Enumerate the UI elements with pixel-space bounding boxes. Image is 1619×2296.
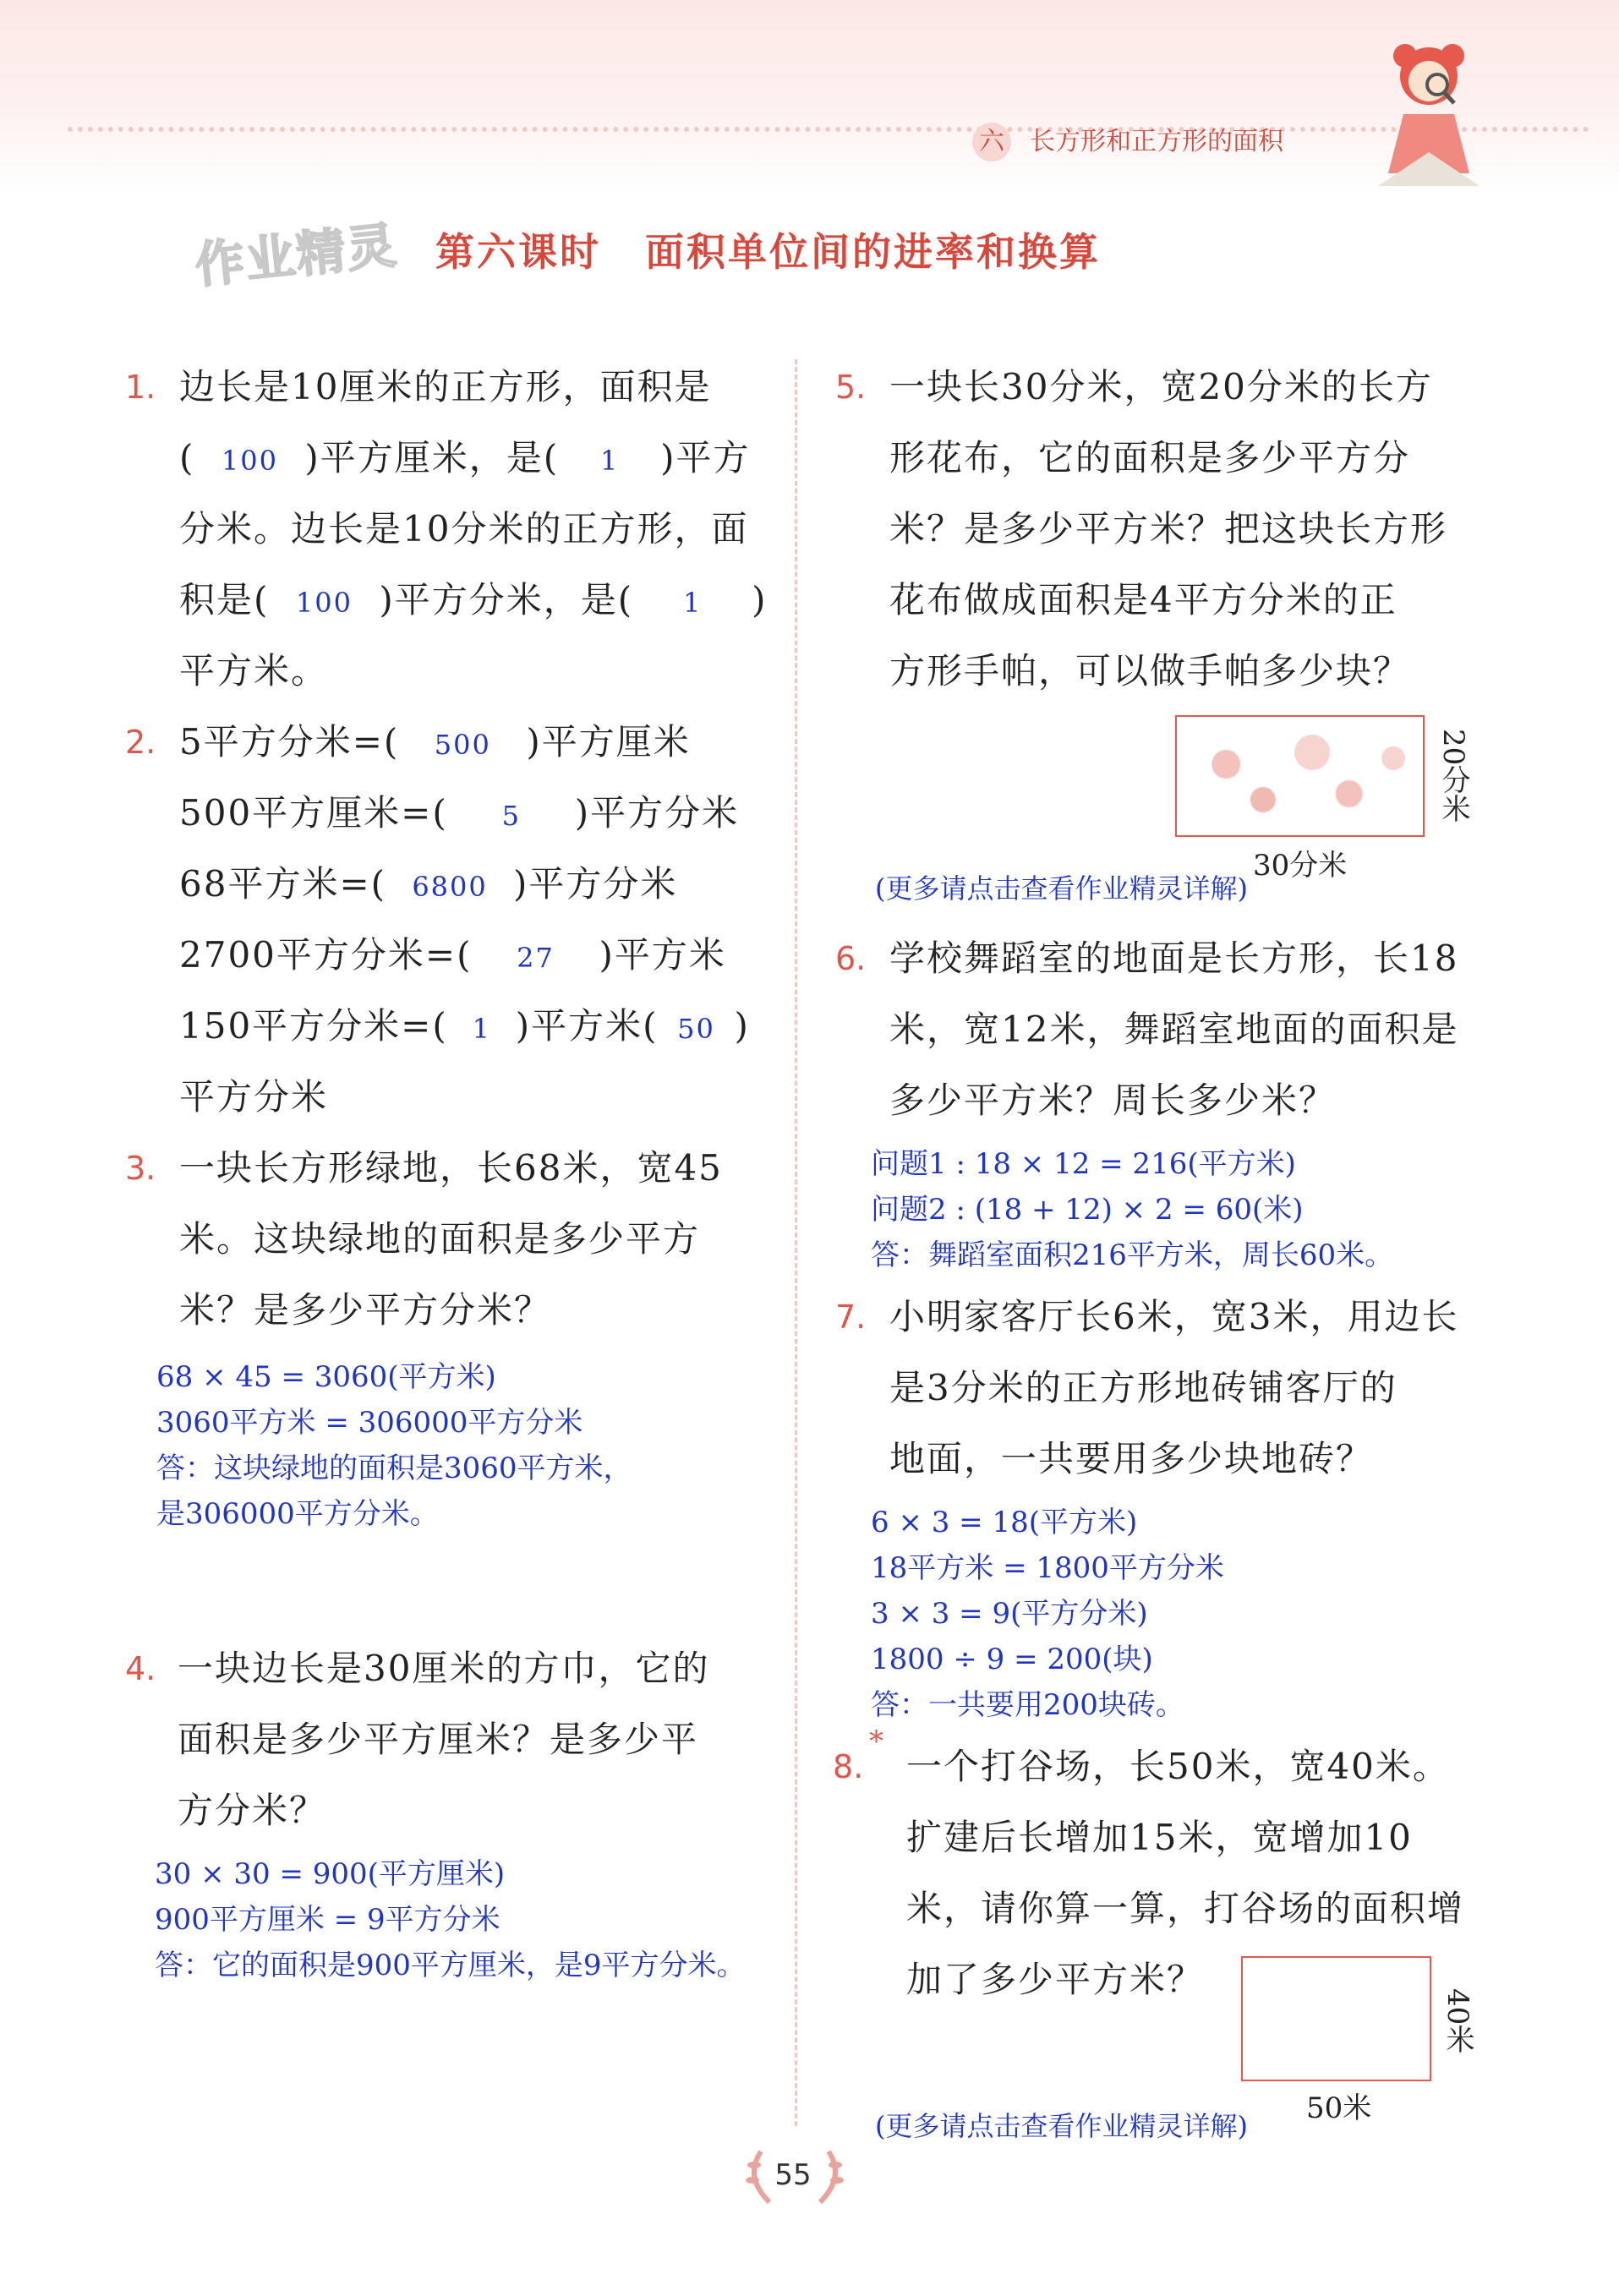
handwritten-answer: 1800 ÷ 9 = 200(块) bbox=[871, 1643, 1153, 1676]
handwritten-answer: 答：舞蹈室面积216平方米，周长60米。 bbox=[871, 1238, 1394, 1272]
handwritten-answer: 6 × 3 = 18(平方米) bbox=[871, 1506, 1138, 1539]
answer-blank: 50 bbox=[677, 1013, 715, 1045]
more-details-link[interactable]: (更多请点击查看作业精灵详解) bbox=[875, 872, 1248, 905]
q1-text-line: 分米。边长是10分米的正方形，面 bbox=[179, 508, 749, 549]
q8-text-line: 扩建后长增加15米，宽增加10 bbox=[906, 1817, 1413, 1858]
q8-text-line: 一个打谷场，长50米，宽40米。 bbox=[906, 1746, 1450, 1787]
lesson-label: 第六课时 bbox=[435, 229, 601, 275]
q2-row: 150平方分米=( 1 )平方米( 50 ) bbox=[179, 1005, 750, 1047]
question-number: 1. bbox=[125, 369, 156, 406]
q6-text-line: 米，宽12米，舞蹈室地面的面积是 bbox=[889, 1009, 1459, 1050]
q5-text-line: 花布做成面积是4平方分米的正 bbox=[889, 579, 1397, 620]
q4-text-line: 一块边长是30厘米的方巾，它的 bbox=[178, 1648, 710, 1689]
q2-row: 68平方米=( 6800 )平方分米 bbox=[179, 863, 678, 905]
figure-height-label: 40米 bbox=[1441, 1988, 1474, 2054]
answer-blank: 27 bbox=[517, 942, 555, 974]
q1-text-line: 边长是10厘米的正方形，面积是 bbox=[179, 366, 712, 407]
q1-text-line: 积是( 100 )平方分米，是( 1 ) bbox=[179, 579, 768, 620]
q8-text-line: 米，请你算一算，打谷场的面积增 bbox=[906, 1888, 1465, 1929]
mascot-girl-icon bbox=[1370, 25, 1488, 194]
q2-row: 500平方厘米=( 5 )平方分米 bbox=[179, 792, 740, 834]
q7-text-line: 地面，一共要用多少块地砖？ bbox=[889, 1438, 1374, 1479]
q3-text-line: 米。这块绿地的面积是多少平方 bbox=[179, 1218, 701, 1260]
q3-text-line: 米？是多少平方分米？ bbox=[179, 1289, 552, 1331]
handwritten-answer: 问题2 : (18 + 12) × 2 = 60(米) bbox=[871, 1193, 1304, 1227]
handwritten-answer: 3060平方米 = 306000平方分米 bbox=[156, 1406, 583, 1440]
q5-text-line: 一块长30分米，宽20分米的长方 bbox=[889, 366, 1433, 407]
cloth-rectangle-figure bbox=[1175, 715, 1425, 837]
q5-text-line: 方形手帕，可以做手帕多少块？ bbox=[889, 650, 1411, 692]
q2-row: 5平方分米=( 500 )平方厘米 bbox=[179, 721, 691, 763]
logo-watermark: 作业精灵 bbox=[192, 216, 401, 295]
question-number: 5. bbox=[835, 369, 867, 406]
handwritten-answer: 900平方厘米 = 9平方分米 bbox=[155, 1903, 500, 1937]
handwritten-answer: 68 × 45 = 3060(平方米) bbox=[156, 1360, 496, 1394]
challenge-star: * bbox=[869, 1725, 883, 1758]
chapter-number: 六 bbox=[972, 123, 1011, 161]
handwritten-answer: 答：它的面积是900平方厘米，是9平方分米。 bbox=[155, 1949, 746, 1982]
q1-text-line: ( 100 )平方厘米，是( 1 )平方 bbox=[179, 437, 751, 478]
question-number: 8. bbox=[833, 1748, 864, 1785]
question-number: 2. bbox=[125, 724, 156, 761]
answer-blank: 1 bbox=[599, 445, 620, 477]
answer-blank: 100 bbox=[221, 445, 278, 477]
question-number: 4. bbox=[125, 1650, 156, 1687]
figure-height-label: 20分米 bbox=[1436, 729, 1470, 823]
q6-text-line: 学校舞蹈室的地面是长方形，长18 bbox=[889, 938, 1459, 979]
question-number: 3. bbox=[125, 1150, 156, 1187]
page-number: 55 bbox=[774, 2158, 812, 2192]
handwritten-answer: 是306000平方分米。 bbox=[156, 1497, 439, 1531]
handwritten-answer: 18平方米 = 1800平方分米 bbox=[871, 1551, 1224, 1585]
handwritten-answer: 答：一共要用200块砖。 bbox=[871, 1688, 1184, 1722]
column-divider bbox=[795, 359, 797, 2126]
answer-blank: 1 bbox=[682, 587, 703, 619]
q8-text-line: 加了多少平方米？ bbox=[906, 1959, 1205, 2000]
q4-text-line: 方分米？ bbox=[178, 1790, 327, 1831]
q5-text-line: 形花布，它的面积是多少平方分 bbox=[889, 437, 1411, 478]
answer-blank: 6800 bbox=[412, 871, 488, 903]
q7-text-line: 是3分米的正方形地砖铺客厅的 bbox=[889, 1367, 1397, 1408]
page-title bbox=[435, 221, 1101, 277]
q7-text-line: 小明家客厅长6米，宽3米，用边长 bbox=[889, 1296, 1459, 1337]
q4-text-line: 面积是多少平方厘米？是多少平 bbox=[178, 1719, 699, 1760]
q1-text-line: 平方米。 bbox=[179, 650, 329, 692]
q2-row: 2700平方分米=( 27 )平方米 bbox=[179, 934, 726, 976]
answer-blank: 100 bbox=[295, 587, 353, 619]
q6-text-line: 多少平方米？周长多少米？ bbox=[889, 1080, 1337, 1121]
answer-blank: 1 bbox=[472, 1013, 491, 1045]
handwritten-answer: 问题1 : 18 × 12 = 216(平方米) bbox=[871, 1147, 1296, 1181]
question-number: 6. bbox=[835, 940, 867, 977]
more-details-link[interactable]: (更多请点击查看作业精灵详解) bbox=[875, 2110, 1248, 2142]
chapter-label bbox=[972, 118, 1283, 166]
q2-row: 平方分米 bbox=[179, 1076, 329, 1118]
answer-blank: 5 bbox=[501, 800, 521, 832]
header-dotted-line bbox=[68, 127, 1589, 166]
lesson-topic: 面积单位间的进率和换算 bbox=[645, 229, 1101, 275]
figure-width-label: 50米 bbox=[1306, 2091, 1372, 2125]
question-number: 7. bbox=[835, 1298, 867, 1336]
q5-text-line: 米？是多少平方米？把这块长方形 bbox=[889, 508, 1448, 549]
chapter-title: 长方形和正方形的面积 bbox=[1030, 127, 1283, 156]
q3-text-line: 一块长方形绿地，长68米，宽45 bbox=[179, 1147, 723, 1189]
threshing-ground-rectangle-figure bbox=[1241, 1956, 1431, 2081]
handwritten-answer: 30 × 30 = 900(平方厘米) bbox=[155, 1857, 506, 1891]
answer-blank: 500 bbox=[434, 729, 491, 761]
handwritten-answer: 答：这块绿地的面积是3060平方米， bbox=[156, 1451, 632, 1485]
figure-width-label: 30分米 bbox=[1253, 849, 1348, 883]
handwritten-answer: 3 × 3 = 9(平方分米) bbox=[871, 1597, 1148, 1631]
